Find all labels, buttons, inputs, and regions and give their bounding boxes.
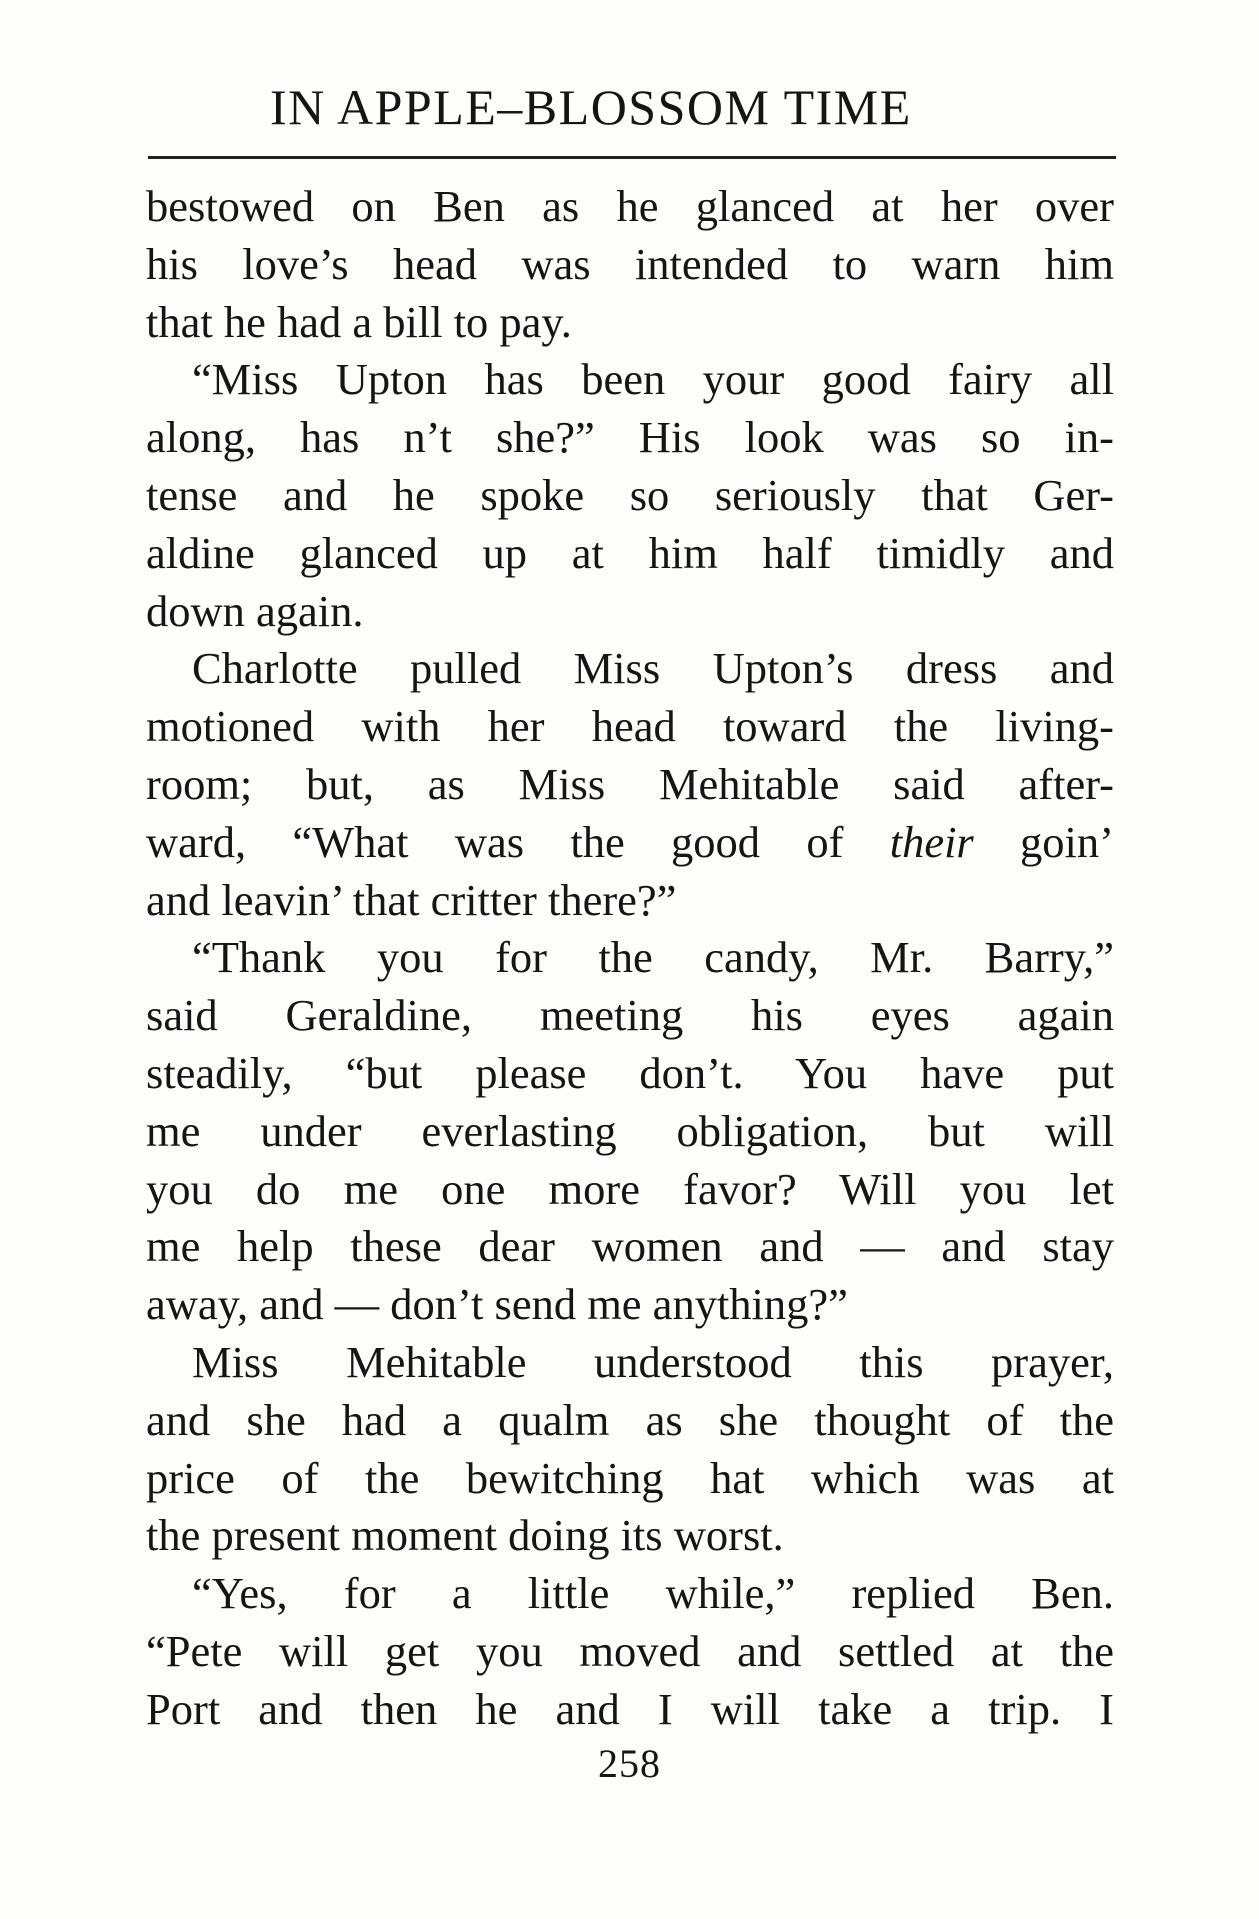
text-line: and leavin’ that critter there?” [146,874,677,925]
text-line: motioned with her head toward the living- [146,701,1114,752]
text-line: “Thank you for the candy, Mr. Barry,” [192,932,1114,983]
text-line: said Geraldine, meeting his eyes again [146,990,1114,1041]
page-number: 258 [598,1741,661,1786]
text-line: price of the bewitching hat which was at [146,1452,1114,1503]
text-line: Miss Mehitable understood this prayer, [192,1336,1114,1387]
text-line: “Miss Upton has been your good fairy all [192,354,1114,405]
text-line: me under everlasting obligation, but will [146,1105,1114,1156]
italic-word: their [889,816,974,867]
text-line: down again. [146,585,364,636]
text-line: bestowed on Ben as he glanced at her over [146,181,1114,231]
text-line: room; but, as Miss Mehitable said after- [146,758,1114,809]
text-line: and she had a qualm as she thought of the [146,1394,1114,1445]
text-line: along, has n’t she?” His look was so in- [146,412,1114,463]
text-line: tense and he spoke so seriously that Ger- [146,469,1114,520]
text-line: aldine glanced up at him half timidly and [146,527,1114,578]
text-line: me help these dear women and — and stay [146,1221,1114,1272]
text-line: away, and — don’t send me anything?” [146,1279,848,1330]
text-line: Charlotte pulled Miss Upton’s dress and [192,643,1114,694]
text-line: the present moment doing its worst. [146,1510,784,1561]
text-line: “Pete will get you moved and settled at the [146,1625,1114,1676]
header-rule [148,156,1116,159]
text-line: “Yes, for a little while,” replied Ben. [192,1568,1114,1619]
body-text [146,178,1114,1739]
text-line: ward, “What was the good of their goin’ [146,816,1114,867]
text-line: his love’s head was intended to warn him [146,238,1114,289]
running-head: IN APPLE–BLOSSOM TIME [270,79,912,135]
text-line: steadily, “but please don’t. You have put [146,1047,1114,1098]
text-line: you do me one more favor? Will you let [146,1163,1114,1214]
text-line: that he had a bill to pay. [146,296,572,347]
text-line: Port and then he and I will take a trip. I [146,1683,1114,1734]
